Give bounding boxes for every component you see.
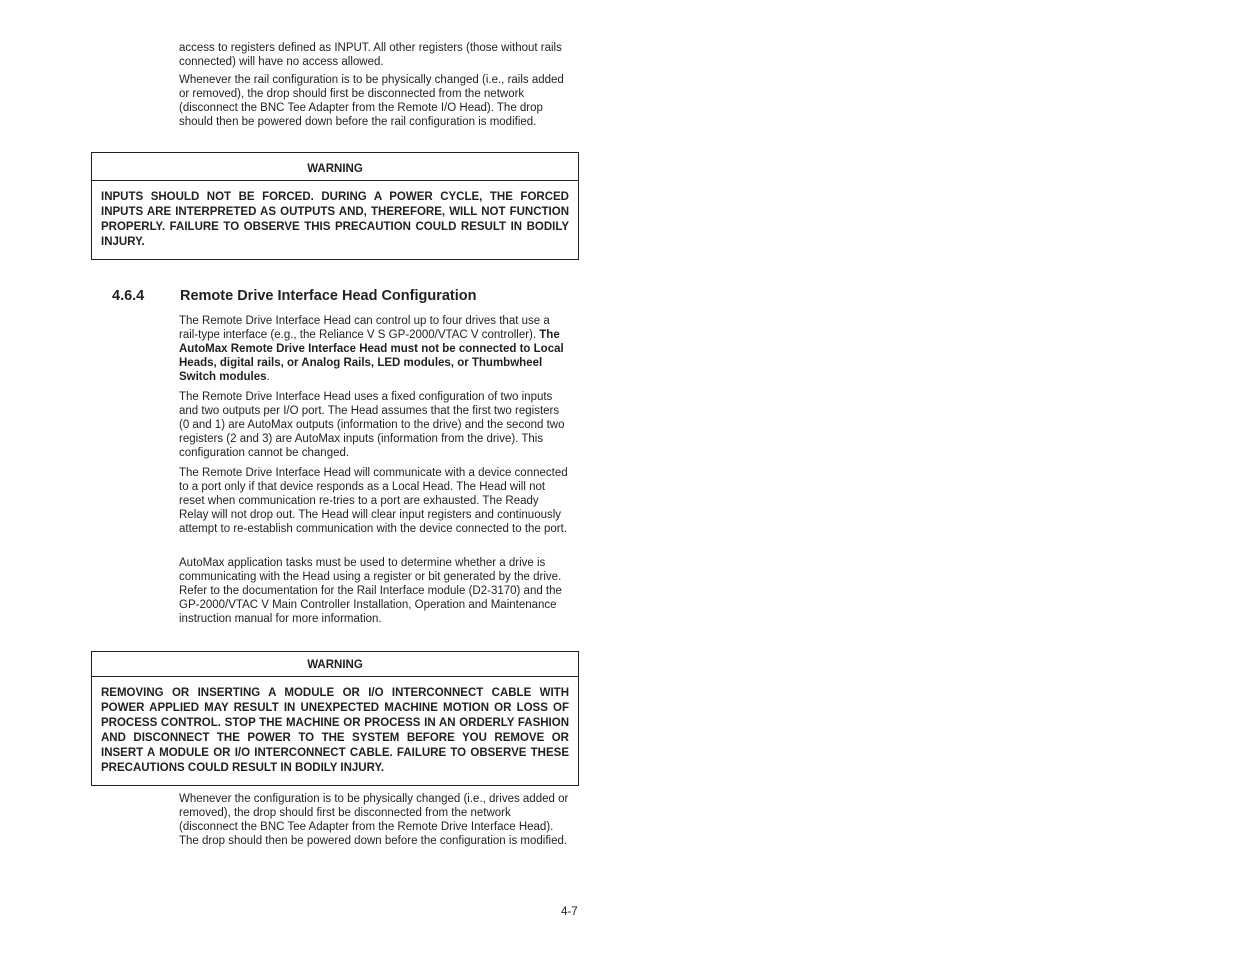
warning-text: INPUTS SHOULD NOT BE FORCED. DURING A POWER CYCLE, THE FORCED INPUTS ARE INTERPRETED AS OUTPUTS AND, THEREFORE, WILL NOT FUNCTION PROPERLY. FAILURE TO OBSERVE THIS PRECAUTION COULD RESULT IN BODILY INJURY. [101, 191, 569, 248]
warning-box-module-removal [91, 651, 579, 786]
section-title: Remote Drive Interface Head Configuration [180, 288, 477, 304]
section-paragraph-1 [179, 314, 569, 384]
intro-paragraph-2: Whenever the rail configuration is to be physically changed (i.e., rails added or removed), the drop should first be disconnected from the network (disconnect the BNC Tee Adapter from the Remote I/O Head). The drop should then be powered down before the rail configuration is modified. [179, 74, 564, 128]
warning-title: WARNING [92, 153, 578, 181]
warning-text: REMOVING OR INSERTING A MODULE OR I/O INTERCONNECT CABLE WITH POWER APPLIED MAY RESULT IN UNEXPECTED MACHINE MOTION OR LOSS OF PROCESS CONTROL. STOP THE MACHINE OR PROCESS IN AN ORDERLY FASHION AND DISCONNECT THE POWER TO THE SYSTEM BEFORE YOU REMOVE OR INSERT A MODULE OR I/O INTERCONNECT CABLE. FAILURE TO OBSERVE THESE PRECAUTIONS COULD RESULT IN BODILY INJURY. [101, 687, 569, 774]
section-number: 4.6.4 [112, 288, 145, 304]
warning-box-forced-inputs [91, 152, 579, 260]
section-paragraph-4: AutoMax application tasks must be used to determine whether a drive is communicating with the Head using a register or bit generated by the drive. Refer to the documentation for the Rail Interface module (D2-3170) and the GP-2000/VTAC V Main Controller Installation, Operation and Maintenance instruction manual for more information. [179, 557, 562, 625]
intro-paragraph-1: access to registers defined as INPUT. All other registers (those without rails connected) will have no access allowed. [179, 42, 562, 68]
section-paragraph-3: The Remote Drive Interface Head will communicate with a device connected to a port only if that device responds as a Local Head. The Head will not reset when communication re-tries to a port are exhausted. The Ready Relay will not drop out. The Head will clear input registers and continuously attempt to re-establish communication with the device connected to the port. [179, 467, 568, 535]
section-paragraph-1-emphasis: The AutoMax Remote Drive Interface Head must not be connected to Local Heads, digital rails, or Analog Rails, LED modules, or Thumbwheel Switch modules [179, 329, 564, 383]
section-heading [112, 288, 477, 304]
page-number: 4-7 [561, 906, 578, 918]
section-paragraph-1-end: . [266, 371, 270, 383]
section-paragraph-1-intro: The Remote Drive Interface Head can control up to four drives that use a rail-type interface (e.g., the Reliance V S GP-2000/VTAC V controller). [179, 315, 550, 341]
warning-title: WARNING [92, 652, 578, 677]
section-paragraph-2: The Remote Drive Interface Head uses a fixed configuration of two inputs and two outputs per I/O port. The Head assumes that the first two registers (0 and 1) are AutoMax outputs (information to the drive) and the second two registers (2 and 3) are AutoMax inputs (information from the drive). This configuration cannot be changed. [179, 391, 565, 459]
closing-paragraph: Whenever the configuration is to be physically changed (i.e., drives added or removed), the drop should first be disconnected from the network (disconnect the BNC Tee Adapter from the Remote Drive Interface Head). The drop should then be powered down before the configuration is modified. [179, 793, 569, 847]
